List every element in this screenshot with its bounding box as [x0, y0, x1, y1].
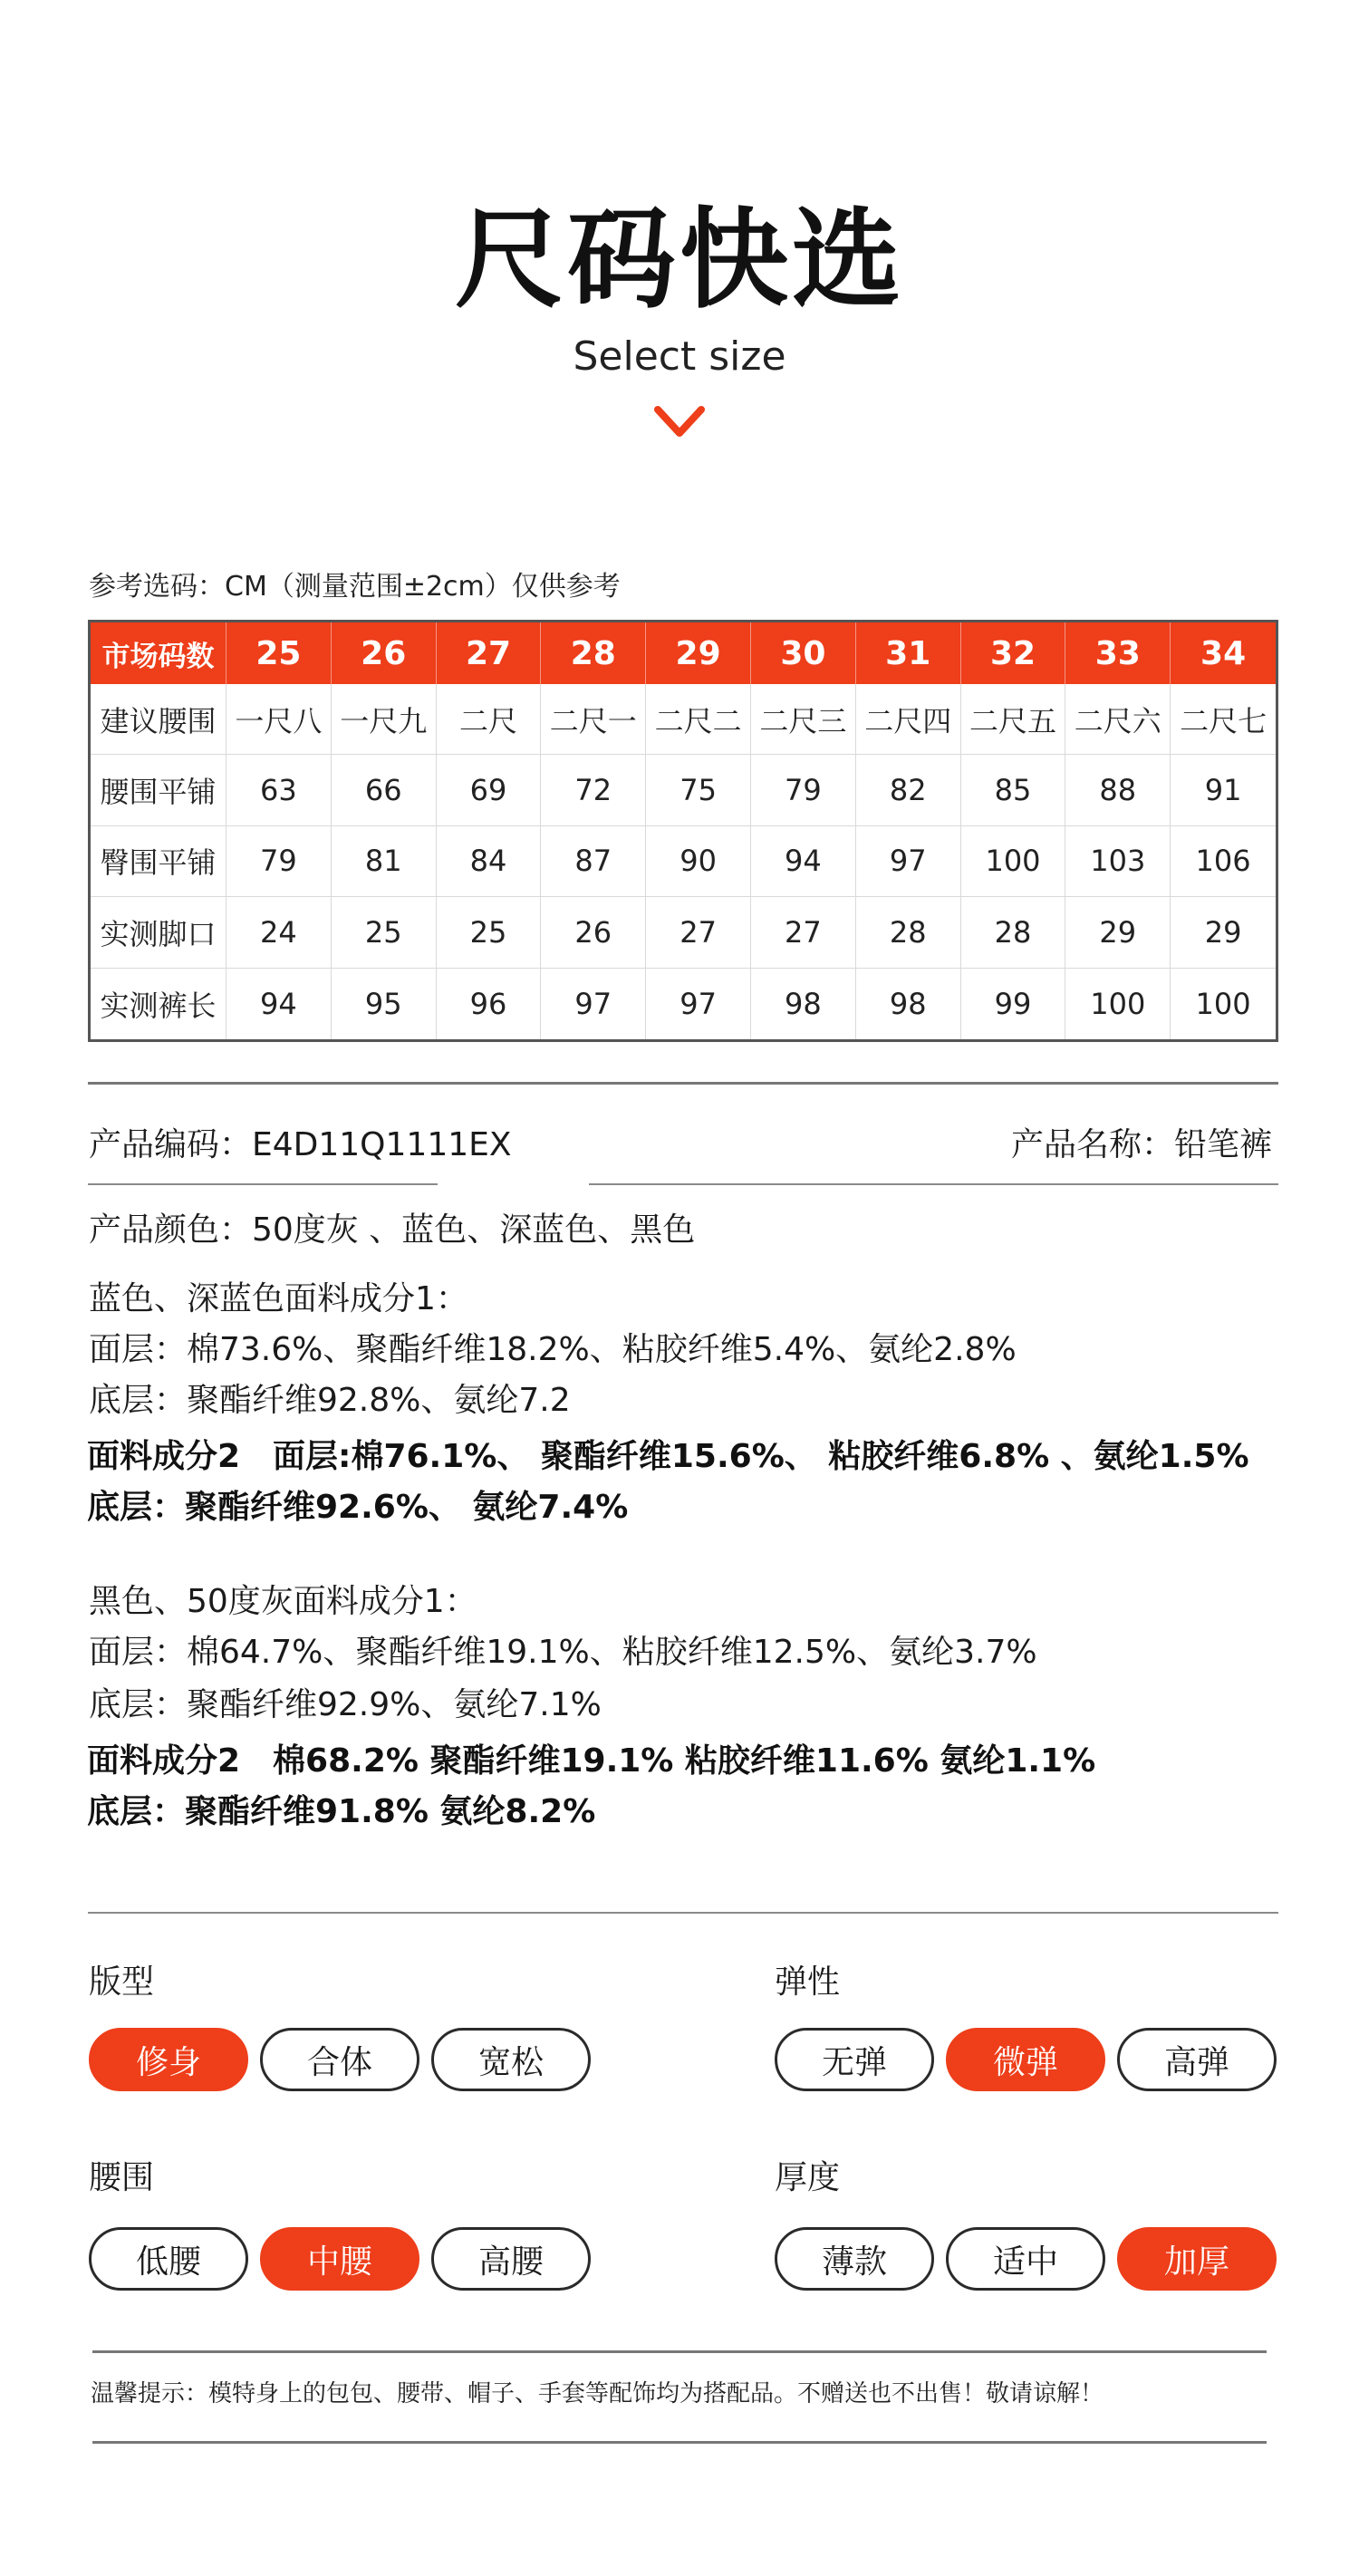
- size-row-label: 腰围平铺: [91, 755, 226, 825]
- waist-option[interactable]: 中腰: [260, 2227, 419, 2291]
- size-chart-table: [88, 620, 1278, 1042]
- fabric-line: 面料成分2 面层:棉76.1%、 聚酯纤维15.6%、 粘胶纤维6.8% 、氨纶1.5%: [87, 1438, 1249, 1475]
- fabric-line: 底层：聚酯纤维91.8% 氨纶8.2%: [87, 1793, 596, 1830]
- elasticity-label: 弹性: [775, 1963, 841, 2001]
- size-header-cell: 27: [437, 622, 542, 684]
- size-header-cell: 28: [541, 622, 646, 684]
- fabric-line: 面层：棉73.6%、聚酯纤维18.2%、粘胶纤维5.4%、氨纶2.8%: [89, 1331, 1017, 1368]
- size-header-cell: 34: [1171, 622, 1276, 684]
- size-cell: 63: [226, 755, 332, 825]
- size-cell: 26: [541, 897, 646, 968]
- size-header-cell: 29: [646, 622, 751, 684]
- thickness-option[interactable]: 加厚: [1117, 2227, 1277, 2291]
- size-header-cell: 32: [961, 622, 1066, 684]
- size-cell: 29: [1065, 897, 1171, 968]
- waist-option[interactable]: 低腰: [89, 2227, 248, 2291]
- divider: [92, 2441, 1267, 2444]
- fabric-line: 黑色、50度灰面料成分1：: [89, 1583, 477, 1620]
- size-cell: 96: [437, 969, 542, 1039]
- size-cell: 二尺: [437, 684, 542, 755]
- size-cell: 75: [646, 755, 751, 825]
- size-chart-note: 参考选码：CM（测量范围±2cm）仅供参考: [89, 571, 621, 603]
- size-cell: 25: [437, 897, 542, 968]
- size-cell: 81: [332, 826, 437, 897]
- size-cell: 69: [437, 755, 542, 825]
- size-row-label: 实测脚口: [91, 897, 226, 968]
- size-cell: 88: [1065, 755, 1171, 825]
- size-cell: 94: [751, 826, 856, 897]
- size-cell: 二尺四: [856, 684, 961, 755]
- thickness-option[interactable]: 适中: [946, 2227, 1105, 2291]
- size-cell: 100: [1065, 969, 1171, 1039]
- size-cell: 103: [1065, 826, 1171, 897]
- fit-option[interactable]: 修身: [89, 2028, 248, 2091]
- fabric-line: 底层：聚酯纤维92.9%、氨纶7.1%: [89, 1686, 602, 1723]
- size-cell: 91: [1171, 755, 1276, 825]
- size-cell: 28: [856, 897, 961, 968]
- thickness-option[interactable]: 薄款: [775, 2227, 934, 2291]
- elasticity-option[interactable]: 无弹: [775, 2028, 934, 2091]
- size-cell: 25: [332, 897, 437, 968]
- size-cell: 106: [1171, 826, 1276, 897]
- size-cell: 29: [1171, 897, 1276, 968]
- fabric-line: 蓝色、深蓝色面料成分1：: [89, 1280, 468, 1317]
- fabric-line: 底层：聚酯纤维92.8%、氨纶7.2: [89, 1382, 571, 1419]
- size-cell: 100: [961, 826, 1066, 897]
- divider: [88, 1082, 1278, 1085]
- elasticity-option[interactable]: 微弹: [946, 2028, 1105, 2091]
- product-code: 产品编码：E4D11Q1111EX: [89, 1126, 512, 1163]
- size-cell: 95: [332, 969, 437, 1039]
- chevron-down-icon: [654, 406, 705, 439]
- size-cell: 99: [961, 969, 1066, 1039]
- size-header-cell: 26: [332, 622, 437, 684]
- size-cell: 66: [332, 755, 437, 825]
- size-cell: 84: [437, 826, 542, 897]
- page-title: 尺码快选: [455, 198, 904, 323]
- divider: [88, 1183, 438, 1185]
- size-cell: 二尺六: [1065, 684, 1171, 755]
- waist-label: 腰围: [89, 2159, 155, 2196]
- size-header-cell: 33: [1065, 622, 1171, 684]
- thickness-label: 厚度: [775, 2159, 841, 2196]
- size-header-cell: 31: [856, 622, 961, 684]
- size-cell: 二尺三: [751, 684, 856, 755]
- tip-text: 温馨提示：模特身上的包包、腰带、帽子、手套等配饰均为搭配品。不赠送也不出售！敬请谅解！: [91, 2380, 1104, 2407]
- size-cell: 79: [226, 826, 332, 897]
- size-cell: 二尺二: [646, 684, 751, 755]
- size-row-label: 臀围平铺: [91, 826, 226, 897]
- size-header-label: 市场码数: [91, 622, 226, 684]
- size-row-label: 实测裤长: [91, 969, 226, 1039]
- size-cell: 97: [856, 826, 961, 897]
- fit-option[interactable]: 宽松: [431, 2028, 591, 2091]
- size-cell: 28: [961, 897, 1066, 968]
- waist-option[interactable]: 高腰: [431, 2227, 591, 2291]
- size-cell: 一尺九: [332, 684, 437, 755]
- page-subtitle: Select size: [573, 333, 786, 380]
- size-header-cell: 25: [226, 622, 332, 684]
- product-colors: 产品颜色：50度灰 、蓝色、深蓝色、黑色: [89, 1211, 696, 1249]
- size-cell: 97: [541, 969, 646, 1039]
- size-cell: 79: [751, 755, 856, 825]
- size-cell: 二尺七: [1171, 684, 1276, 755]
- size-cell: 二尺五: [961, 684, 1066, 755]
- size-cell: 二尺一: [541, 684, 646, 755]
- elasticity-option[interactable]: 高弹: [1117, 2028, 1277, 2091]
- size-cell: 98: [856, 969, 961, 1039]
- fabric-line: 面料成分2 棉68.2% 聚酯纤维19.1% 粘胶纤维11.6% 氨纶1.1%: [87, 1742, 1096, 1780]
- divider: [92, 2350, 1267, 2353]
- fit-option[interactable]: 合体: [260, 2028, 419, 2091]
- divider: [88, 1912, 1278, 1914]
- size-cell: 94: [226, 969, 332, 1039]
- size-cell: 27: [646, 897, 751, 968]
- size-cell: 27: [751, 897, 856, 968]
- product-name: 产品名称：铅笔裤: [1010, 1126, 1272, 1163]
- fabric-line: 面层：棉64.7%、聚酯纤维19.1%、粘胶纤维12.5%、氨纶3.7%: [89, 1634, 1037, 1671]
- size-cell: 100: [1195, 986, 1251, 1021]
- size-cell: 一尺八: [226, 684, 332, 755]
- size-cell: 24: [226, 897, 332, 968]
- size-cell: 98: [751, 969, 856, 1039]
- size-cell: 97: [646, 969, 751, 1039]
- size-row-label: 建议腰围: [91, 684, 226, 755]
- size-cell: 87: [541, 826, 646, 897]
- fit-label: 版型: [89, 1963, 155, 2001]
- size-cell: 85: [961, 755, 1066, 825]
- divider: [589, 1183, 1278, 1185]
- size-cell: 72: [541, 755, 646, 825]
- size-cell: 90: [646, 826, 751, 897]
- size-header-cell: 30: [751, 622, 856, 684]
- fabric-line: 底层：聚酯纤维92.6%、 氨纶7.4%: [87, 1489, 629, 1526]
- size-cell: 82: [856, 755, 961, 825]
